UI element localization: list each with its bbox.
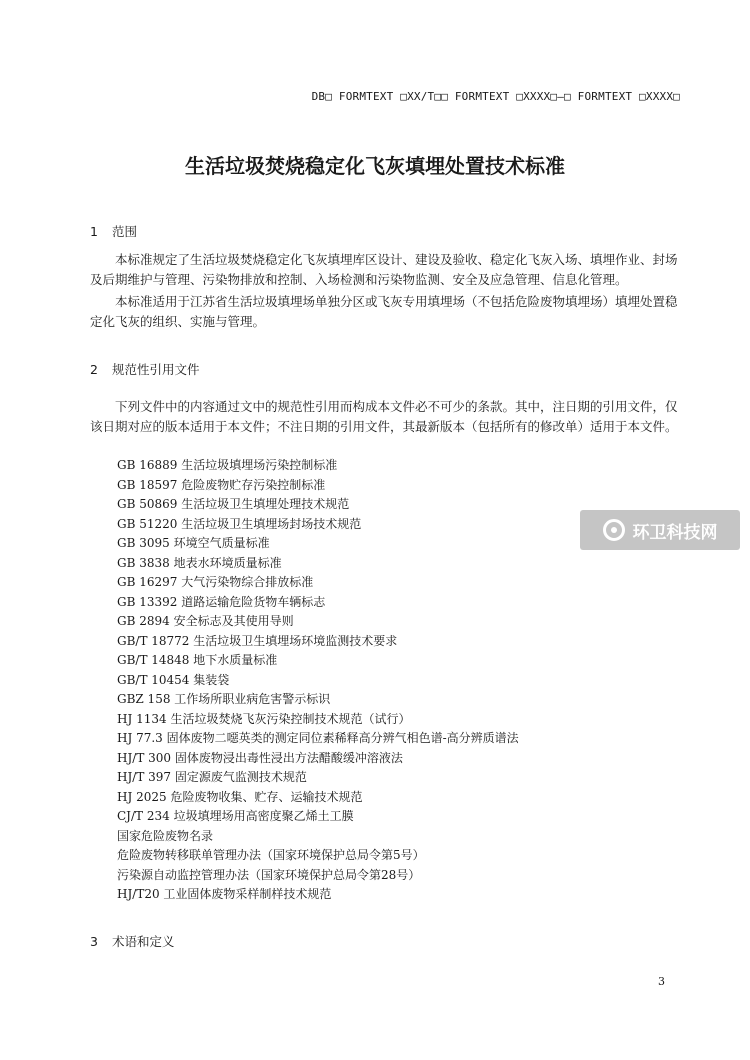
reference-item: GB 2894 安全标志及其使用导则 <box>117 614 294 628</box>
reference-item: HJ 77.3 固体废物二噁英类的测定同位素稀释高分辨气相色谱-高分辨质谱法 <box>117 731 519 745</box>
scope-paragraph-2: 本标准适用于江苏省生活垃圾填埋场单独分区或飞灰专用填埋场（不包括危险废物填埋场）填埋处置稳定化飞灰的组织、实施与管理。 <box>90 294 678 329</box>
reference-item: HJ/T 397 固定源废气监测技术规范 <box>117 770 307 784</box>
reference-item: GBZ 158 工作场所职业病危害警示标识 <box>117 692 331 706</box>
reference-item: GB/T 14848 地下水质量标准 <box>117 653 278 667</box>
section-2-title: 规范性引用文件 <box>112 362 200 377</box>
reference-item: HJ/T20 工业固体废物采样制样技术规范 <box>117 887 332 901</box>
section-3-number: 3 <box>90 934 98 949</box>
reference-item: GB 13392 道路运输危险货物车辆标志 <box>117 594 326 609</box>
reference-item: GB/T 18772 生活垃圾卫生填埋场环境监测技术要求 <box>117 633 398 648</box>
section-1-number: 1 <box>90 224 98 239</box>
section-3-title: 术语和定义 <box>112 934 175 949</box>
watermark-logo-icon <box>603 519 625 541</box>
reference-item: HJ/T 300 固体废物浸出毒性浸出方法醋酸缓冲溶液法 <box>117 750 403 765</box>
references-intro: 下列文件中的内容通过文中的规范性引用而构成本文件必不可少的条款。其中，注日期的引用文件，仅该日期对应的版本适用于本文件；不注日期的引用文件，其最新版本（包括所有的修改单）适用于本文件。 <box>90 399 678 434</box>
reference-list <box>117 456 519 905</box>
reference-item: GB 3838 地表水环境质量标准 <box>117 555 282 570</box>
reference-item: 危险废物转移联单管理办法（国家环境保护总局令第5号） <box>117 848 425 862</box>
section-2-heading <box>90 360 200 378</box>
reference-item: HJ 1134 生活垃圾焚烧飞灰污染控制技术规范（试行） <box>117 711 411 726</box>
section-1-heading <box>90 222 137 240</box>
reference-item: CJ/T 234 垃圾填埋场用高密度聚乙烯土工膜 <box>117 809 354 823</box>
reference-item: GB 16297 大气污染物综合排放标准 <box>117 575 314 589</box>
section-2-number: 2 <box>90 362 98 377</box>
standard-code-header: DB□ FORMTEXT □XX/T□□ FORMTEXT □XXXX□—□ FORMTEXT □XXXX□ <box>311 90 680 103</box>
reference-item: GB 18597 危险废物贮存污染控制标准 <box>117 477 326 492</box>
reference-item: GB 16889 生活垃圾填埋场污染控制标准 <box>117 458 338 472</box>
document-title: 生活垃圾焚烧稳定化飞灰填埋处置技术标准 <box>185 154 565 178</box>
reference-item: GB 51220 生活垃圾卫生填埋场封场技术规范 <box>117 516 362 531</box>
reference-item: HJ 2025 危险废物收集、贮存、运输技术规范 <box>117 789 363 804</box>
section-3-heading <box>90 932 175 950</box>
reference-item: GB/T 10454 集装袋 <box>117 672 230 687</box>
watermark-text: 环卫科技网 <box>632 522 718 543</box>
reference-item: GB 50869 生活垃圾卫生填埋处理技术规范 <box>117 497 350 511</box>
scope-paragraph-1: 本标准规定了生活垃圾焚烧稳定化飞灰填埋库区设计、建设及验收、稳定化飞灰入场、填埋作业、封场及后期维护与管理、污染物排放和控制、入场检测和污染物监测、安全及应急管理、信息化管理。 <box>90 252 678 287</box>
reference-item: GB 3095 环境空气质量标准 <box>117 536 270 550</box>
reference-item: 污染源自动监控管理办法（国家环境保护总局令第28号） <box>117 867 421 882</box>
page-number: 3 <box>658 975 665 988</box>
section-1-title: 范围 <box>112 224 138 239</box>
reference-item: 国家危险废物名录 <box>117 828 214 843</box>
watermark <box>580 510 740 550</box>
